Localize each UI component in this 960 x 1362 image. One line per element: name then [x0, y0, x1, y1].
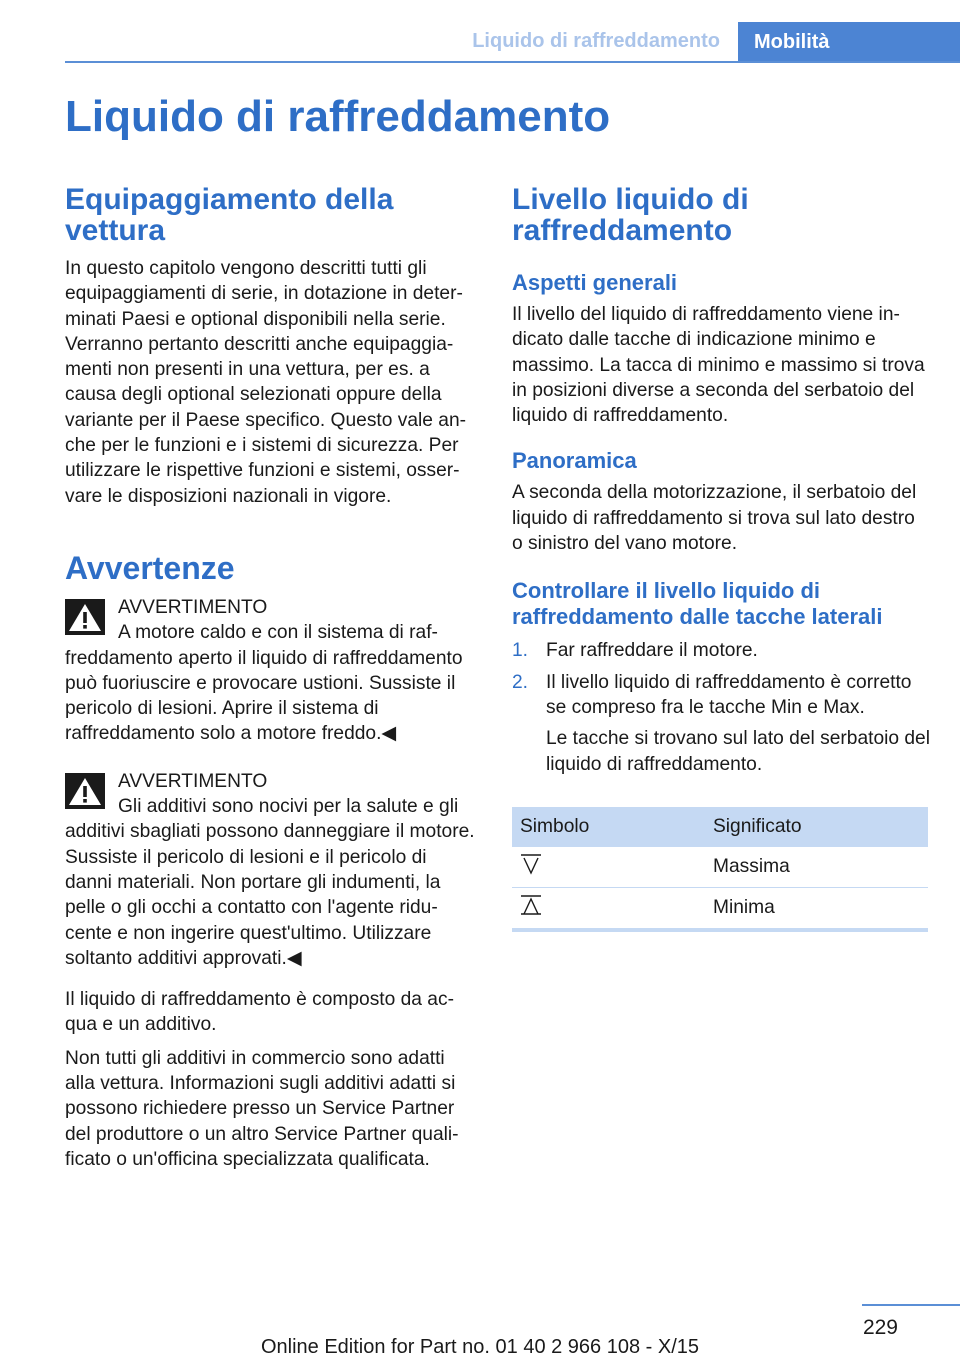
table-header-cell: Simbolo — [512, 807, 705, 847]
step-number: 2. — [512, 671, 529, 693]
table-cell-symbol — [512, 847, 705, 888]
warning-2-text: Gli additivi sono nocivi per la salute e gli additivi sbagliati possono danneggiare il motore. Sussiste il pericolo di lesioni e il pericolo di danni materiali. Non portare gli indumenti, la pelle o gli occhi a contatto con l'agente riducente e non ingerire quest'ultimo. Utilizzare soltanto additivi approvati.◀ — [65, 796, 475, 969]
header-chapter-tab: Mobilità — [738, 22, 960, 62]
left-column — [65, 184, 478, 1172]
list-item — [512, 670, 930, 777]
warning-2-heading: AVVERTIMENTO — [118, 770, 268, 792]
max-mark-icon — [520, 853, 542, 875]
table-cell-meaning: Minima — [705, 887, 928, 930]
page-number-rule — [862, 1304, 960, 1306]
right-column — [512, 184, 930, 932]
table-header-row — [512, 807, 928, 847]
paragraph-general: Il livello del liquido di raffreddamento viene indicato dalle tacche di indicazione minimo e massimo. La tacca di minimo e massimo si trova in posizioni diverse a seconda del serbatoio del liquido di raffreddamento. — [512, 304, 925, 427]
heading-coolant-level: Livello liquido di raffreddamento — [512, 183, 749, 247]
heading-general: Aspetti generali — [512, 270, 678, 295]
table-cell-symbol — [512, 887, 705, 930]
table-row — [512, 887, 928, 930]
page-header — [65, 22, 960, 62]
paragraph-equipment: In questo capitolo vengono descritti tutti gli equipaggiamenti di serie, in dotazione in determinati Paesi e optional disponibili nella serie. Verranno pertanto descritti anche equipaggiamenti non presenti in una vettura, per es. a causa degli optional selezionati oppure della variante per il Paese specifico. Questo vale anche per le funzioni e i sistemi di sicurezza. Per utilizzare le rispettive funzioni e sistemi, osservare le disposizioni nazionali in vigore. — [65, 258, 467, 507]
paragraph-overview: A seconda della motorizzazione, il serbatoio del liquido di raffreddamento si trova sul lato destro o sinistro del vano motore. — [512, 482, 917, 555]
step-text: Far raffreddare il motore. — [546, 640, 758, 662]
step-subtext: Le tacche si trovano sul lato del serbatoio del liquido di raffreddamento. — [546, 728, 930, 775]
table-row — [512, 847, 928, 888]
header-rule — [65, 61, 960, 63]
warning-1-heading: AVVERTIMENTO — [118, 596, 268, 618]
footer-edition: Online Edition for Part no. 01 40 2 966 108 - X/15 — [260, 1336, 700, 1358]
table-header-cell: Significato — [705, 807, 928, 847]
paragraph-composition: Il liquido di raffreddamento è composto da acqua e un additivo. — [65, 989, 454, 1036]
page-number: 229 — [862, 1316, 898, 1339]
warning-triangle-icon — [65, 773, 105, 809]
warning-1-text: A motore caldo e con il sistema di raffreddamento aperto il liquido di raffreddamento può fuoriuscire e provocare ustioni. Sussiste il pericolo di lesioni. Aprire il sistema di raffreddamento solo a motore freddo.◀ — [65, 622, 463, 745]
table-cell-meaning: Massima — [705, 847, 928, 888]
heading-equipment: Equipaggiamento della vettura — [65, 183, 394, 247]
heading-check-level: Controllare il livello liquido di raffreddamento dalle tacche laterali — [512, 578, 883, 630]
steps-list — [512, 638, 930, 776]
list-item — [512, 638, 930, 663]
step-number: 1. — [512, 640, 529, 662]
step-text: Il livello liquido di raffreddamento è corretto se compreso fra le tacche Min e Max. — [546, 671, 912, 718]
paragraph-additives: Non tutti gli additivi in commercio sono adatti alla vettura. Informazioni sugli additivi adatti si possono richiedere presso un Service Partner del produttore o un altro Service Partner qualificato o un'officina specializzata qualificata. — [65, 1047, 459, 1170]
heading-overview: Panoramica — [512, 448, 637, 474]
page-title: Liquido di raffreddamento — [65, 92, 611, 141]
heading-warnings: Avvertenze — [65, 549, 235, 586]
warning-box-2 — [65, 769, 478, 971]
header-section-title: Liquido di raffreddamento — [472, 30, 720, 52]
warning-box-1 — [65, 595, 478, 747]
min-mark-icon — [520, 894, 542, 916]
warning-triangle-icon — [65, 599, 105, 635]
symbol-table — [512, 807, 928, 932]
